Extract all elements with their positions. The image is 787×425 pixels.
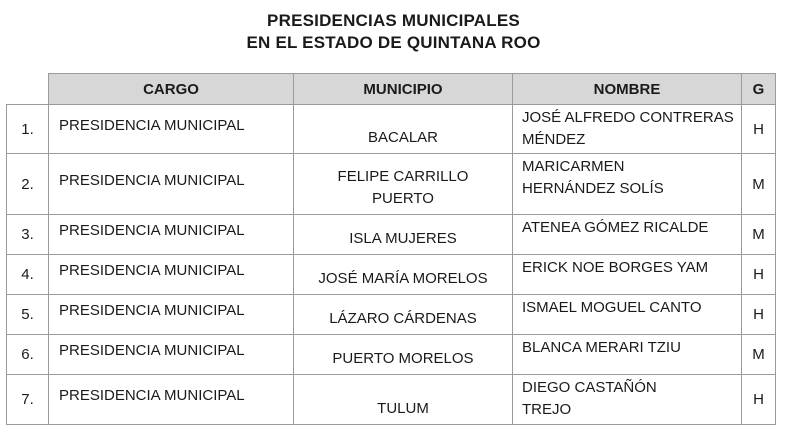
header-cargo: CARGO: [49, 74, 294, 105]
table-row: [7, 335, 776, 375]
row-nombre: BLANCA MERARI TZIU: [513, 335, 742, 375]
row-number: 1.: [7, 105, 49, 154]
row-municipio: BACALAR: [294, 105, 513, 154]
row-number: 4.: [7, 255, 49, 295]
header-g: G: [742, 74, 776, 105]
table-row: [7, 375, 776, 425]
row-nombre: MARICARMEN HERNÁNDEZ SOLÍS: [513, 154, 742, 215]
row-municipio: ISLA MUJERES: [294, 215, 513, 255]
row-municipio: LÁZARO CÁRDENAS: [294, 295, 513, 335]
presidencias-table: [6, 73, 776, 425]
row-municipio: FELIPE CARRILLO PUERTO: [294, 154, 513, 215]
table-row: [7, 105, 776, 154]
header-municipio: MUNICIPIO: [294, 74, 513, 105]
header-blank: [7, 74, 49, 105]
row-genero: H: [742, 375, 776, 425]
header-nombre: NOMBRE: [513, 74, 742, 105]
table-row: [7, 295, 776, 335]
cargo-text: PRESIDENCIA MUNICIPAL: [59, 302, 245, 319]
cargo-text: PRESIDENCIA MUNICIPAL: [59, 222, 245, 239]
cargo-text: PRESIDENCIA MUNICIPAL: [59, 262, 245, 279]
title-line-1: PRESIDENCIAS MUNICIPALES: [267, 11, 520, 30]
row-nombre: DIEGO CASTAÑÓN TREJO: [513, 375, 742, 425]
row-genero: M: [742, 335, 776, 375]
row-nombre: ATENEA GÓMEZ RICALDE: [513, 215, 742, 255]
row-nombre: JOSÉ ALFREDO CONTRERAS MÉNDEZ: [513, 105, 742, 154]
row-cargo: [49, 295, 294, 335]
row-number: 3.: [7, 215, 49, 255]
row-genero: H: [742, 105, 776, 154]
title-line-2: EN EL ESTADO DE QUINTANA ROO: [246, 33, 541, 52]
row-number: 2.: [7, 154, 49, 215]
row-genero: H: [742, 295, 776, 335]
cargo-text: PRESIDENCIA MUNICIPAL: [59, 171, 245, 189]
row-cargo: [49, 335, 294, 375]
table-row: [7, 215, 776, 255]
table-row: [7, 154, 776, 215]
cargo-text: PRESIDENCIA MUNICIPAL: [59, 387, 245, 404]
row-cargo: [49, 154, 294, 215]
table-row: [7, 255, 776, 295]
row-genero: H: [742, 255, 776, 295]
row-cargo: [49, 215, 294, 255]
row-number: 6.: [7, 335, 49, 375]
row-genero: M: [742, 154, 776, 215]
document-title: [0, 10, 787, 54]
row-number: 5.: [7, 295, 49, 335]
cargo-text: PRESIDENCIA MUNICIPAL: [59, 342, 245, 359]
row-genero: M: [742, 215, 776, 255]
row-cargo: [49, 105, 294, 154]
row-cargo: [49, 375, 294, 425]
row-municipio: TULUM: [294, 375, 513, 425]
row-number: 7.: [7, 375, 49, 425]
table-header-row: [7, 74, 776, 105]
row-cargo: [49, 255, 294, 295]
row-municipio: JOSÉ MARÍA MORELOS: [294, 255, 513, 295]
cargo-text: PRESIDENCIA MUNICIPAL: [59, 116, 245, 134]
row-municipio: PUERTO MORELOS: [294, 335, 513, 375]
row-nombre: ERICK NOE BORGES YAM: [513, 255, 742, 295]
row-nombre: ISMAEL MOGUEL CANTO: [513, 295, 742, 335]
